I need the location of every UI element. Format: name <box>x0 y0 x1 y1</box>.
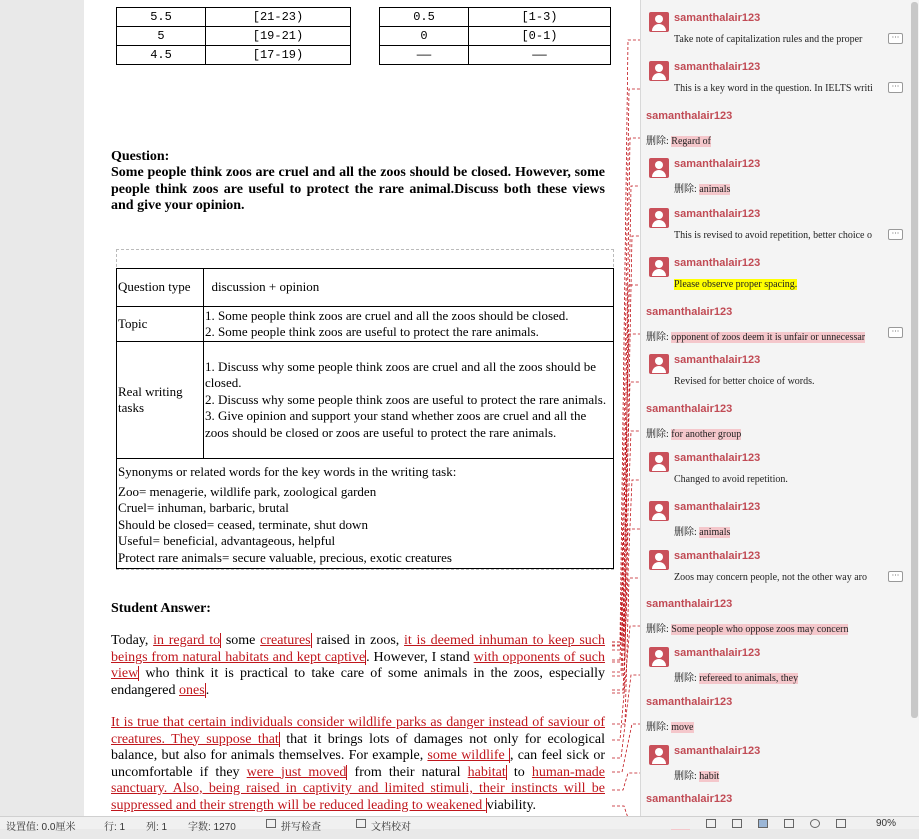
comment-author: samanthalair123 <box>646 110 733 122</box>
comment-body: for another group <box>671 429 742 440</box>
comment-card[interactable] <box>641 598 907 644</box>
comment-author: samanthalair123 <box>674 550 761 562</box>
comment-card[interactable] <box>641 306 907 352</box>
comment-card[interactable] <box>641 158 907 204</box>
comment-body: Regard of <box>671 136 711 147</box>
zoom-level[interactable]: 90% <box>876 818 897 829</box>
comment-body: Zoos may concern people, not the other way aro <box>674 572 867 583</box>
more-options-icon[interactable]: ··· <box>888 33 903 44</box>
avatar <box>649 745 669 765</box>
deletion-prefix: 删除: <box>646 429 672 440</box>
comment-body: Some people who oppose zoos may concern <box>671 624 849 635</box>
text-run: . <box>205 682 210 698</box>
comment-card[interactable] <box>641 403 907 449</box>
revision-insert[interactable]: It is true that certain individuals consider wildlife parks as danger instead of saviour of creatures. They suppose that <box>111 715 605 747</box>
status-line: 行: 1 <box>104 822 126 833</box>
question-label: Question: <box>111 149 170 164</box>
avatar <box>649 452 669 472</box>
avatar <box>649 12 669 32</box>
comment-body: move <box>671 722 694 733</box>
deletion-prefix: 删除: <box>674 771 700 782</box>
student-answer-label: Student Answer: <box>111 601 211 616</box>
synonym-line: Cruel= inhuman, barbaric, brutal <box>118 500 289 515</box>
comment-author: samanthalair123 <box>646 696 733 708</box>
revision-insert[interactable]: in regard to <box>153 633 221 648</box>
revision-insert[interactable]: were just moved <box>246 764 347 780</box>
more-options-icon[interactable]: ··· <box>888 82 903 93</box>
comment-card[interactable] <box>641 208 907 254</box>
topic-1: 1. Some people think zoos are cruel and all the zoos should be closed. <box>205 307 569 323</box>
avatar <box>649 501 669 521</box>
task-3: 3. Give opinion and support your stand whether zoos are cruel and all the zoos should be closed or zoos are useful to protect the rare animals. <box>205 408 587 440</box>
table-row <box>117 8 611 27</box>
comment-author: samanthalair123 <box>674 452 761 464</box>
comment-text <box>646 718 886 733</box>
table-row <box>117 269 614 307</box>
table-cell: [19-21) <box>206 27 351 46</box>
synonyms-cell <box>117 459 614 569</box>
comment-body: habit <box>699 771 720 782</box>
table-cell: [0-1) <box>469 27 611 46</box>
table-row <box>117 307 614 342</box>
comment-card[interactable] <box>641 452 907 498</box>
revision-insert[interactable]: it is deemed inhuman to keep such beings from natural habitats and kept captive <box>111 633 606 665</box>
deletion-prefix: 删除: <box>646 624 672 635</box>
table-cell: [21-23) <box>206 8 351 27</box>
topic-cell <box>204 307 614 342</box>
table-cell: —— <box>380 46 469 65</box>
deletion-prefix: 删除: <box>646 332 672 343</box>
avatar <box>649 158 669 178</box>
table-row <box>117 342 614 459</box>
table-gap <box>351 8 380 65</box>
text-run: who think it is practical to take care of some animals in the zoos, especially endangered <box>111 666 605 698</box>
comment-body: animals <box>699 527 731 538</box>
deletion-prefix: 删除: <box>646 722 672 733</box>
more-options-icon[interactable]: ··· <box>888 571 903 582</box>
type-value <box>204 269 614 307</box>
comment-body: This is a key word in the question. In IELTS writi <box>674 83 873 94</box>
comment-text <box>674 180 883 195</box>
task-table <box>116 268 614 569</box>
synonym-line: Protect rare animals= secure valuable, precious, exotic creatures <box>118 549 452 565</box>
comment-text <box>674 34 883 45</box>
revision-insert[interactable]: ones <box>179 682 205 698</box>
comment-text <box>674 279 883 290</box>
text-run: . However, I stand <box>366 649 474 665</box>
question-text: Some people think zoos are cruel and all the zoos should be closed. However, some people think zoos are useful to protect the rare animal.Discuss both these views and give your opinion. <box>111 165 605 213</box>
text-run: , can feel sick or uncomfortable if they <box>111 748 605 780</box>
document-page[interactable] <box>84 0 640 816</box>
text-run: viability. <box>486 797 537 813</box>
comment-text <box>646 132 886 147</box>
avatar <box>649 257 669 277</box>
comment-body: This is revised to avoid repetition, better choice o <box>674 230 872 241</box>
table-cell: —— <box>469 46 611 65</box>
text-run: some <box>221 633 261 648</box>
avatar <box>649 647 669 667</box>
comment-text <box>646 425 886 440</box>
topic-2: 2. Some people think zoos are useful to protect the rare animals. <box>205 324 539 339</box>
comment-author: samanthalair123 <box>674 208 761 220</box>
avatar <box>649 354 669 374</box>
synonyms-heading: Synonyms or related words for the key words in the writing task: <box>118 464 457 479</box>
task-1: 1. Discuss why some people think zoos are cruel and all the zoos should be closed. <box>205 358 596 391</box>
focus-mode-icon[interactable] <box>706 819 716 828</box>
text-run: that it brings lots of damages not only for ecological balance, but also for animals themselves. For example, <box>111 731 605 763</box>
answer-paragraph-1[interactable] <box>111 633 605 699</box>
table-cell: 4.5 <box>117 46 206 65</box>
more-options-icon[interactable]: ··· <box>888 229 903 240</box>
comment-author: samanthalair123 <box>646 306 733 318</box>
table-cell: 5 <box>117 27 206 46</box>
page-view-icon[interactable] <box>758 819 768 828</box>
comment-author: samanthalair123 <box>674 257 761 269</box>
type-value-text: discussion + opinion <box>211 279 320 295</box>
write-mode-icon[interactable] <box>836 819 846 828</box>
comment-text <box>674 669 883 684</box>
comment-body: animals <box>699 184 731 195</box>
comment-body: Changed to avoid repetition. <box>674 474 788 485</box>
comment-text <box>674 767 883 782</box>
comment-author: samanthalair123 <box>646 403 733 415</box>
proofread-icon[interactable] <box>356 819 366 828</box>
comment-text <box>646 328 886 343</box>
text-run: to <box>506 764 532 780</box>
comment-text <box>674 230 883 241</box>
comment-author: samanthalair123 <box>674 745 761 757</box>
synonym-line: Zoo= menagerie, wildlife park, zoological garden <box>118 483 377 499</box>
status-column: 列: 1 <box>146 822 168 833</box>
deletion-prefix: 删除: <box>646 136 672 147</box>
comment-card[interactable] <box>641 647 907 693</box>
deletion-prefix: 删除: <box>674 184 700 195</box>
comment-text <box>674 523 883 538</box>
comment-author: samanthalair123 <box>646 793 733 805</box>
comment-author: samanthalair123 <box>674 61 761 73</box>
spellcheck-icon[interactable] <box>266 819 276 828</box>
status-proofread[interactable]: 文档校对 <box>371 822 411 833</box>
comment-author: samanthalair123 <box>674 158 761 170</box>
revision-insert[interactable]: creatures <box>260 633 311 648</box>
comment-author: samanthalair123 <box>646 598 733 610</box>
table-cell: 5.5 <box>117 8 206 27</box>
synonym-line: Useful= beneficial, advantageous, helpful <box>118 533 336 548</box>
deletion-prefix: 删除: <box>674 527 700 538</box>
more-options-icon[interactable]: ··· <box>888 327 903 338</box>
comment-body: Please observe proper spacing. <box>674 279 798 290</box>
text-run: Today, <box>111 633 154 648</box>
status-indent: 设置值: 0.0厘米 <box>6 822 76 833</box>
table-cell: [17-19) <box>206 46 351 65</box>
comment-author: samanthalair123 <box>674 12 761 24</box>
synonym-line: Should be closed= ceased, terminate, shut down <box>118 516 368 532</box>
topic-label: Topic <box>117 307 204 342</box>
outline-view-icon[interactable] <box>784 819 794 828</box>
comment-card[interactable] <box>641 110 907 156</box>
score-table <box>116 7 611 65</box>
comment-text <box>674 572 883 583</box>
table-row <box>117 459 614 569</box>
tasks-label: Real writing tasks <box>117 342 204 459</box>
task-2: 2. Discuss why some people think zoos are useful to protect the rare animals. <box>205 391 607 407</box>
status-spellcheck[interactable]: 拼写检查 <box>281 822 321 833</box>
table-cell: 0.5 <box>380 8 469 27</box>
comment-text <box>674 376 883 387</box>
comment-body: refereed to animals, they <box>699 673 799 684</box>
revision-insert[interactable]: human-made sanctuary. Also, being raised in captivity and limited stimuli, their instincts will be suppressed and their strength will be reduced leading to weakened <box>111 764 606 813</box>
comment-card[interactable] <box>641 257 907 303</box>
revision-insert[interactable]: with opponents of such view <box>111 649 606 681</box>
deletion-prefix: 删除: <box>674 673 700 684</box>
comment-card[interactable] <box>641 696 907 742</box>
comment-author: samanthalair123 <box>674 647 761 659</box>
answer-paragraph-2[interactable] <box>111 715 605 814</box>
comment-pane[interactable] <box>640 0 919 816</box>
avatar <box>649 208 669 228</box>
comment-card[interactable] <box>641 501 907 547</box>
revision-insert[interactable]: some wildlife <box>427 748 509 763</box>
text-run: from their natural <box>347 764 468 780</box>
status-word-count[interactable]: 字数: 1270 <box>188 822 236 833</box>
type-label: Question type <box>117 269 204 307</box>
tasks-cell <box>204 342 614 459</box>
comment-body: Revised for better choice of words. <box>674 376 815 387</box>
revision-insert[interactable]: habitat <box>467 764 506 780</box>
comment-card[interactable] <box>641 354 907 400</box>
text-run: raised in zoos, <box>311 633 405 648</box>
comment-text <box>646 620 886 635</box>
read-mode-icon[interactable] <box>732 819 742 828</box>
status-bar <box>0 816 919 833</box>
comment-card[interactable] <box>641 61 907 107</box>
comment-author: samanthalair123 <box>674 354 761 366</box>
comment-pane-scrollbar[interactable] <box>911 2 918 718</box>
comment-body: opponent of zoos deem it is unfair or unnecessar <box>671 332 866 343</box>
comment-card[interactable] <box>641 550 907 596</box>
comment-text <box>674 474 883 485</box>
table-cell: [1-3) <box>469 8 611 27</box>
avatar <box>649 61 669 81</box>
comment-card[interactable] <box>641 12 907 58</box>
comment-text <box>674 83 883 94</box>
comment-author: samanthalair123 <box>674 501 761 513</box>
avatar <box>649 550 669 570</box>
comment-body: Take note of capitalization rules and the proper <box>674 34 863 45</box>
table-cell: 0 <box>380 27 469 46</box>
comment-card[interactable] <box>641 745 907 791</box>
web-view-icon[interactable] <box>810 819 820 828</box>
